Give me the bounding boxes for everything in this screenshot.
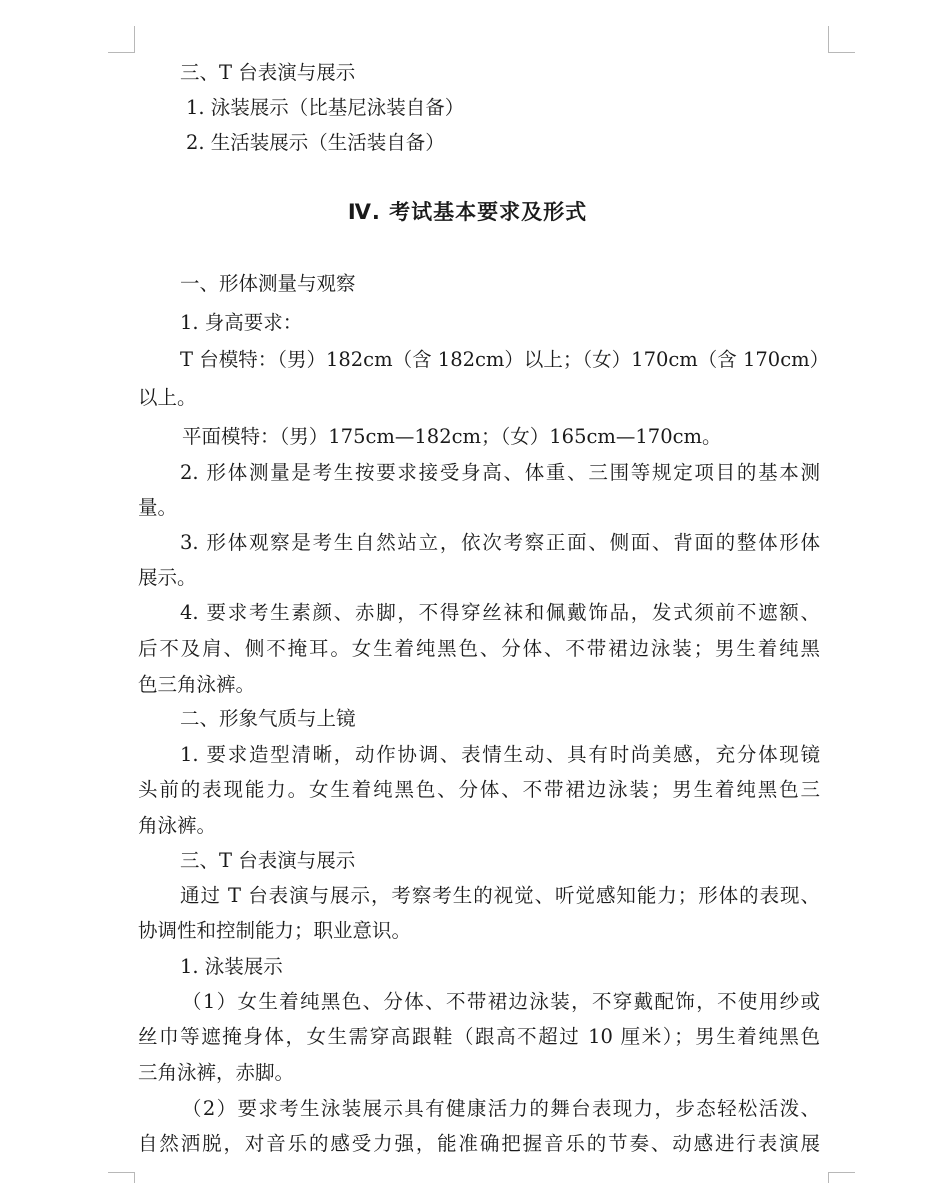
paragraph-line: 量。 [138, 496, 178, 519]
paragraph-line: 3. 形体观察是考生自然站立，依次考察正面、侧面、背面的整体形体 [180, 531, 820, 554]
section-title-body: 一、形体测量与观察 [180, 272, 356, 295]
paragraph-line: （1）女生着纯黑色、分体、不带裙边泳装，不穿戴配饰，不使用纱或 [182, 990, 820, 1013]
paragraph-line: 自然洒脱，对音乐的感受力强，能准确把握音乐的节奏、动感进行表演展 [138, 1132, 820, 1155]
paragraph-line: T 台模特：（男）182cm（含 182cm）以上；（女）170cm（含 170cm） [180, 348, 830, 371]
crop-mark-bottom-left [108, 1172, 135, 1183]
paragraph-line: 角泳裤。 [138, 814, 217, 837]
paragraph-line: 协调性和控制能力；职业意识。 [138, 919, 412, 942]
section-title-runway: 三、T 台表演与展示 [180, 849, 356, 872]
paragraph-line: 以上。 [138, 386, 197, 409]
crop-mark-top-left [108, 26, 135, 53]
paragraph-line: 丝巾等遮掩身体，女生需穿高跟鞋（跟高不超过 10 厘米）；男生着纯黑色 [138, 1025, 820, 1048]
paragraph-line: 展示。 [138, 566, 197, 589]
chapter-heading: Ⅳ. 考试基本要求及形式 [347, 200, 588, 224]
paragraph-line: 色三角泳裤。 [138, 673, 256, 696]
section-title-runway: 三、T 台表演与展示 [180, 61, 356, 84]
list-item-swimwear: 1. 泳装展示（比基尼泳装自备） [186, 96, 465, 119]
paragraph-line: 1. 泳装展示 [180, 955, 283, 978]
paragraph-line: 1. 身高要求： [180, 311, 303, 334]
paragraph-line: （2）要求考生泳装展示具有健康活力的舞台表现力，步态轻松活泼、 [182, 1097, 820, 1120]
crop-mark-top-right [828, 26, 855, 53]
paragraph-line: 4. 要求考生素颜、赤脚，不得穿丝袜和佩戴饰品，发式须前不遮额、 [180, 601, 820, 624]
paragraph-line: 1. 要求造型清晰，动作协调、表情生动、具有时尚美感，充分体现镜 [180, 743, 820, 766]
paragraph-line: 头前的表现能力。女生着纯黑色、分体、不带裙边泳装；男生着纯黑色三 [138, 778, 820, 801]
crop-mark-bottom-right [828, 1172, 855, 1183]
section-title-image: 二、形象气质与上镜 [180, 707, 356, 730]
paragraph-line: 通过 T 台表演与展示，考察考生的视觉、听觉感知能力；形体的表现、 [180, 884, 820, 907]
paragraph-line: 2. 形体测量是考生按要求接受身高、体重、三围等规定项目的基本测 [180, 461, 820, 484]
paragraph-line: 三角泳裤，赤脚。 [138, 1061, 295, 1084]
list-item-casual: 2. 生活装展示（生活装自备） [186, 131, 445, 154]
paragraph-line: 平面模特：（男）175cm—182cm；（女）165cm—170cm。 [182, 425, 722, 448]
paragraph-line: 后不及肩、侧不掩耳。女生着纯黑色、分体、不带裙边泳装；男生着纯黑 [138, 637, 820, 660]
